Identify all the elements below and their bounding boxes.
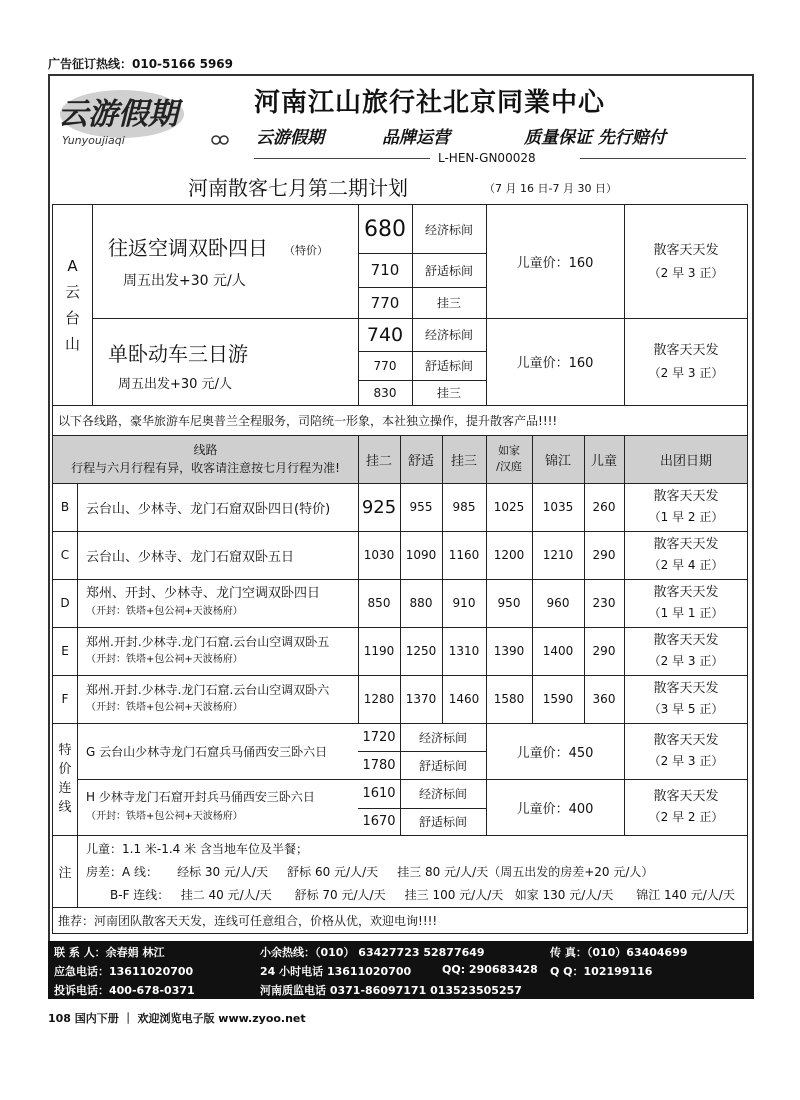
price-cell: 1090 [405, 548, 437, 562]
route-sub: （开封：铁塔+包公祠+天波杨府） [86, 654, 243, 665]
meals-text: （1 早 2 正） [648, 510, 724, 524]
departure-info [624, 675, 748, 723]
notes-label: 注 [58, 865, 72, 881]
room-type-cell: 舒适标间 [418, 758, 467, 773]
departure-info [624, 579, 748, 627]
price-cell: 1390 [493, 644, 525, 658]
route-name: H 少林寺龙门石窟开封兵马俑西安三卧六日 [86, 790, 315, 804]
page-footer-line: 108 国内下册 ｜ 欢迎浏览电子版 www.zyoo.net [48, 1012, 306, 1025]
departure-text: 散客天天发 [653, 242, 719, 258]
price-cell: 290 [592, 548, 616, 562]
brand-logo [52, 82, 230, 152]
price-cell: 680 [364, 216, 406, 242]
route-name: 云台山、少林寺、龙门石窟双卧五日 [86, 549, 295, 565]
child-price: 儿童价：160 [516, 256, 594, 271]
price-cell: 1250 [405, 644, 437, 658]
departure-info [624, 779, 748, 835]
price-cell: 1400 [542, 644, 574, 658]
slogan-operation: 品牌运营 [382, 128, 450, 148]
route-cell [86, 579, 358, 627]
route-cell [86, 779, 358, 835]
price-cell: 925 [361, 496, 397, 518]
price-cell: 260 [592, 500, 616, 514]
recommend-text: 推荐：河南团队散客天天发，连线可任意组合，价格从优，欢迎电询!!!! [58, 913, 438, 928]
slogan-quality: 质量保证 先行赔付 [524, 128, 666, 148]
notice-text: 以下各线路，豪华旅游车尼奥普兰全程服务，司陪统一形象，本社独立操作，提升散客产品!!!! [58, 413, 558, 428]
room-type-cell: 挂三 [436, 296, 461, 310]
price-cell: 1780 [362, 757, 396, 773]
route-a1-note: 周五出发+30 元/人 [123, 273, 246, 289]
note-room-diff-bf: B-F 连线： 挂二 40 元/人/天 舒标 70 元/人/天 挂三 100 元/人/天 如家 130 元/人/天 锦江 140 元/人/天 [110, 888, 735, 902]
row-code: E [61, 644, 69, 658]
phone-24h: 24 小时电话 13611020700 [260, 965, 412, 978]
route-name: 云台山、少林寺、龙门石窟双卧四日(特价) [86, 501, 331, 517]
price-cell: 740 [366, 323, 404, 346]
row-code: C [60, 548, 70, 562]
fax: 传 真：（010）63404699 [550, 946, 688, 959]
meals-text: （2 早 4 正） [648, 558, 724, 572]
departure-info [624, 627, 748, 675]
route-a1-special: （特价） [284, 244, 328, 257]
departure-text: 散客天天发 [653, 733, 719, 748]
child-price: 儿童价：400 [516, 801, 594, 817]
meals-text: （3 早 5 正） [648, 702, 724, 716]
price-cell: 360 [592, 692, 616, 706]
meals-text: （2 早 3 正） [648, 365, 724, 380]
logo-text: 云游假期 [58, 97, 178, 132]
route-name: 郑州、开封、少林寺、龙门空调双卧四日 [86, 586, 321, 601]
company-name: 河南江山旅行社北京同業中心 [254, 88, 606, 118]
row-code: D [60, 596, 70, 610]
meals-text: （2 早 3 正） [648, 754, 724, 768]
price-cell: 1610 [362, 786, 396, 801]
price-cell: 950 [497, 596, 521, 610]
meals-text: （2 早 3 正） [648, 265, 724, 280]
room-type-cell: 经济标间 [418, 730, 467, 745]
column-header: 儿童 [590, 453, 617, 469]
price-cell: 770 [370, 293, 400, 312]
price-cell: 1190 [363, 644, 395, 658]
contact-person: 联 系 人：余春娟 林江 [54, 946, 165, 959]
price-cell: 710 [370, 261, 400, 279]
route-header-note: 行程与六月行程有异，收客请注意按七月行程为准! [71, 461, 340, 475]
column-header: 出团日期 [659, 453, 712, 469]
price-cell: 985 [452, 500, 476, 514]
room-type-cell: 挂三 [436, 386, 461, 400]
plan-title: 河南散客七月第二期计划 [188, 176, 408, 200]
price-cell: 1580 [493, 692, 525, 706]
meals-text: （1 早 1 正） [648, 606, 724, 620]
price-cell: 1210 [542, 548, 574, 562]
route-sub: （开封：铁塔+包公祠+天波杨府） [86, 606, 243, 617]
route-sub: （开封：铁塔+包公祠+天波杨府） [86, 702, 243, 713]
note-child: 儿童：1.1 米-1.4 米 含当地车位及半餐； [86, 842, 308, 856]
complaint-phone: 投诉电话：400-678-0371 [54, 984, 195, 997]
license-number: L-HEN-GN00028 [438, 151, 536, 165]
ad-hotline: 广告征订热线：010-5166 5969 [48, 57, 234, 71]
route-a1-name: 往返空调双卧四日 [108, 236, 268, 260]
price-cell: 955 [409, 500, 433, 514]
route-header-label: 线路 [193, 443, 218, 457]
emergency-phone: 应急电话：13611020700 [54, 965, 194, 978]
price-cell: 1460 [448, 692, 480, 706]
qq-number-2: Q Q：102199116 [550, 965, 653, 978]
price-cell: 290 [592, 644, 616, 658]
column-header: 挂二 [365, 453, 392, 469]
room-type-cell: 舒适标间 [418, 815, 467, 829]
room-type-cell: 经济标间 [424, 222, 473, 237]
price-cell: 1370 [405, 692, 437, 706]
section-a-label: A 云 台 山 [64, 257, 80, 353]
departure-text: 散客天天发 [653, 789, 719, 804]
route-name: 郑州.开封.少林寺.龙门石窟.云台山空调双卧六 [86, 683, 330, 697]
route-column-header [53, 435, 358, 483]
room-type-cell: 舒适标间 [424, 359, 473, 373]
room-type-cell: 舒适标间 [424, 263, 473, 278]
price-cell: 850 [367, 596, 391, 610]
price-cell: 230 [592, 596, 616, 610]
hotline: 小余热线：（010） 63427723 52877649 [260, 946, 485, 959]
price-cell: 880 [409, 596, 433, 610]
price-cell: 1280 [363, 692, 395, 706]
column-header: 舒适 [407, 453, 434, 469]
meals-text: （2 早 3 正） [648, 654, 724, 668]
price-cell: 910 [452, 596, 476, 610]
route-a2-note: 周五出发+30 元/人 [118, 377, 232, 392]
departure-text: 散客天天发 [653, 633, 719, 648]
price-cell: 1670 [362, 814, 396, 829]
child-price: 儿童价：160 [516, 356, 594, 371]
price-cell: 1030 [363, 548, 395, 562]
price-cell: 830 [373, 385, 397, 400]
room-type-cell: 经济标间 [424, 328, 473, 342]
departure-info [624, 531, 748, 579]
price-cell: 770 [373, 358, 397, 373]
special-lines-label: 特 价 连 线 [58, 743, 72, 815]
column-header: 挂三 [450, 453, 477, 469]
column-header: 如家 /汉庭 [496, 444, 522, 473]
departure-info [624, 723, 748, 779]
departure-info [624, 205, 748, 318]
departure-text: 散客天天发 [653, 681, 719, 696]
quality-supervision-phone: 河南质监电话 0371-86097171 013523505257 [260, 984, 522, 997]
price-cell: 1025 [493, 500, 525, 514]
slogan-brand: 云游假期 [256, 128, 324, 148]
price-cell: 1160 [448, 548, 480, 562]
price-cell: 1035 [542, 500, 574, 514]
price-cell: 1200 [493, 548, 525, 562]
departure-text: 散客天天发 [653, 537, 719, 552]
price-cell: 1310 [448, 644, 480, 658]
plan-dates: （7 月 16 日-7 月 30 日） [484, 182, 617, 195]
route-cell [86, 675, 358, 723]
price-cell: 1720 [362, 729, 396, 745]
child-price: 儿童价：450 [516, 745, 594, 761]
route-a2-name: 单卧动车三日游 [108, 342, 248, 366]
row-code: F [61, 692, 69, 706]
route-name: 郑州.开封.少林寺.龙门石窟.云台山空调双卧五 [86, 635, 330, 649]
departure-text: 散客天天发 [653, 489, 719, 504]
column-header: 锦江 [544, 453, 571, 469]
logo-pinyin: Yunyoujiaqi [62, 134, 125, 147]
meals-text: （2 早 2 正） [648, 810, 724, 824]
route-sub: （开封：铁塔+包公祠+天波杨府） [86, 811, 243, 822]
departure-text: 散客天天发 [653, 585, 719, 600]
price-cell: 960 [546, 596, 570, 610]
departure-info [624, 318, 748, 405]
note-room-diff-a: 房差：A 线： 经标 30 元/人/天 舒标 60 元/人/天 挂三 80 元/人/天（周五出发的房差+20 元/人） [86, 865, 654, 879]
route-name: G 云台山少林寺龙门石窟兵马俑西安三卧六日 [86, 744, 328, 759]
departure-info [624, 483, 748, 531]
row-code: B [60, 500, 70, 514]
qq-number: QQ: 290683428 [442, 963, 538, 976]
license-rule-right [580, 158, 746, 159]
route-cell [86, 627, 358, 675]
departure-text: 散客天天发 [653, 342, 719, 358]
room-type-cell: 经济标间 [418, 787, 467, 801]
contact-footer [48, 941, 754, 999]
license-rule-left [254, 158, 430, 159]
price-cell: 1590 [542, 692, 574, 706]
